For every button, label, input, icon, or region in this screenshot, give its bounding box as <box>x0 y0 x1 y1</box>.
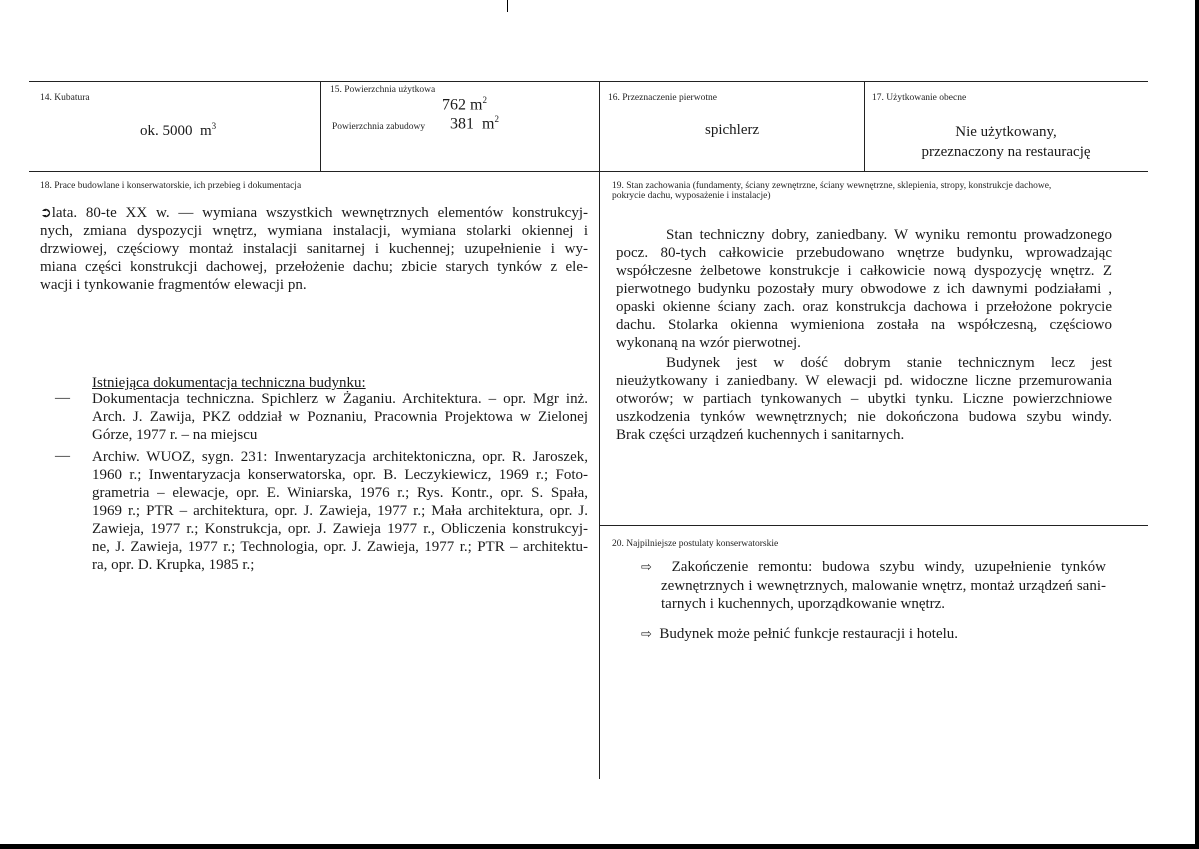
section-18-works-text: ➲lata. 80-te XX w. — wymiana wszystkich wewnętrznych elementów konstrukcyj- nych, zmiana dyspozycji wnętrz, wymiana instalacji, wymiana stolarki okiennej i drzwiowej, częściowy montaż instalacji sanitarnej i kuchennej; uzupełnienie i wy- miana części konstrukcji dachowej, przełożenie dachu; zbicie starych tynków z ele- wacji i tynkowanie fragmentów elewacji pn. <box>40 205 588 293</box>
documentation-item-2: Archiw. WUOZ, sygn. 231: Inwentaryzacja architektoniczna, opr. R. Jaroszek, 1960 r.; Inwentaryzacja konserwatorska, opr. B. Leczykiewicz, 1969 r.; Foto- grametria – elewacje, opr. E. Winiarska, 1976 r.; Rys. Kontr., opr. S. Spała, 1969 r.; PTR – architektura, opr. J. Zawieja, 1977 r.; Mała architektura, opr. J. Zawieja, 1977 r.; Konstrukcja, opr. J. Zawieja 1977 r., Obliczenia konstrukcyj- ne, J. Zawieja, 1977 r.; Technologia, opr. J. Zawieja, 1977 r.; PTR – architektu- ra, opr. D. Krupka, 1985 r.; <box>92 449 588 573</box>
bullet-arrow-icon: ➲ <box>40 205 52 221</box>
section-18-label: 18. Prace budowlane i konserwatorskie, ich przebieg i dokumentacja <box>40 181 302 191</box>
field-17-label: 17. Użytkowanie obecne <box>872 93 967 103</box>
field-15-built-value: 381 $m^2$ <box>450 114 499 133</box>
row-divider-right <box>599 525 1148 526</box>
row-divider-middle <box>29 171 1148 172</box>
field-15-label: 15. Powierzchnia użytkowa <box>330 85 436 95</box>
documentation-item-1: Dokumentacja techniczna. Spichlerz w Żaganiu. Architektura. – opr. Mgr inż. Arch. J. Zawija, PKZ oddział w Poznaniu, Pracownia Projektowa w Zielonej Górze, 1977 r. – na miejscu <box>92 391 588 443</box>
row-divider-top <box>29 81 1148 82</box>
section-19-paragraph-1: Stan techniczny dobry, zaniedbany. W wyniku remontu prowadzonego pocz. 80-tych całkowicie przebudowano wnętrze budynku, wprowadzając współczesne żelbetowe konstrukcje i całkowicie nową dyspozycję wnętrz. Z pierwotnego budynku pozostały mury obwodowe z ich dawnymi podziałami , opaski okienne ściany zach. oraz konstrukcja dachowa i przełożone pokrycie dachu. Stolarka okienna wymieniona została na współczesną, częściowo wykonaną na wzór pierwotnej. <box>616 227 1112 351</box>
field-15-value: 762 $m^2$ <box>442 95 487 114</box>
section-19-label: 19. Stan zachowania (fundamenty, ściany zewnętrzne, ściany wewnętrzne, sklepienia, stropy, konstrukcje dachowe, pokrycie dachu, wyposażenie i instalacje) <box>612 181 1052 201</box>
top-tick-mark <box>507 0 508 12</box>
arrow-right-icon: ⇨ <box>641 627 652 642</box>
dash-bullet: — <box>55 448 70 464</box>
field-14-value: ok. 5000 $m^3$ <box>140 121 217 139</box>
postulate-item-2: ⇨ Budynek może pełnić funkcje restauracji i hotelu. <box>641 626 959 642</box>
field-16-label: 16. Przeznaczenie pierwotne <box>608 93 717 103</box>
field-17-value: Nie użytkowany, przeznaczony na restaurację <box>921 124 1091 160</box>
col-divider-14-15 <box>320 81 321 171</box>
section-19-paragraph-2: Budynek jest w dość dobrym stanie technicznym lecz jest nieużytkowany i zaniedbany. W elewacji pd. widoczne liczne przemurowania otworów; w partiach tynkowanych – ubytki tynku. Liczne powierzchniowe uszkodzenia tynków wewnętrznych; nie dokończona budowa szybu windy. Brak części urządzeń kuchennych i sanitarnych. <box>616 355 1112 443</box>
arrow-right-icon: ⇨ <box>641 560 652 575</box>
documentation-heading: Istniejąca dokumentacja techniczna budynku: <box>92 375 366 391</box>
section-20-label: 20. Najpilniejsze postulaty konserwatorskie <box>612 539 779 549</box>
field-14-label: 14. Kubatura <box>40 93 90 103</box>
field-16-value: spichlerz <box>705 122 760 138</box>
scan-edge-right <box>1195 0 1199 849</box>
col-divider-main <box>599 81 600 779</box>
field-15-built-label: Powierzchnia zabudowy <box>332 122 426 132</box>
scan-edge-bottom <box>0 844 1199 849</box>
postulate-item-1: ⇨ Zakończenie remontu: budowa szybu windy, uzupełnienie tynków zewnętrznych i wewnętrznych, malowanie wnętrz, montaż urządzeń sani- tarnych i kuchennych, uporządkowanie wnętrz. <box>641 559 1107 612</box>
dash-bullet: — <box>55 390 70 406</box>
